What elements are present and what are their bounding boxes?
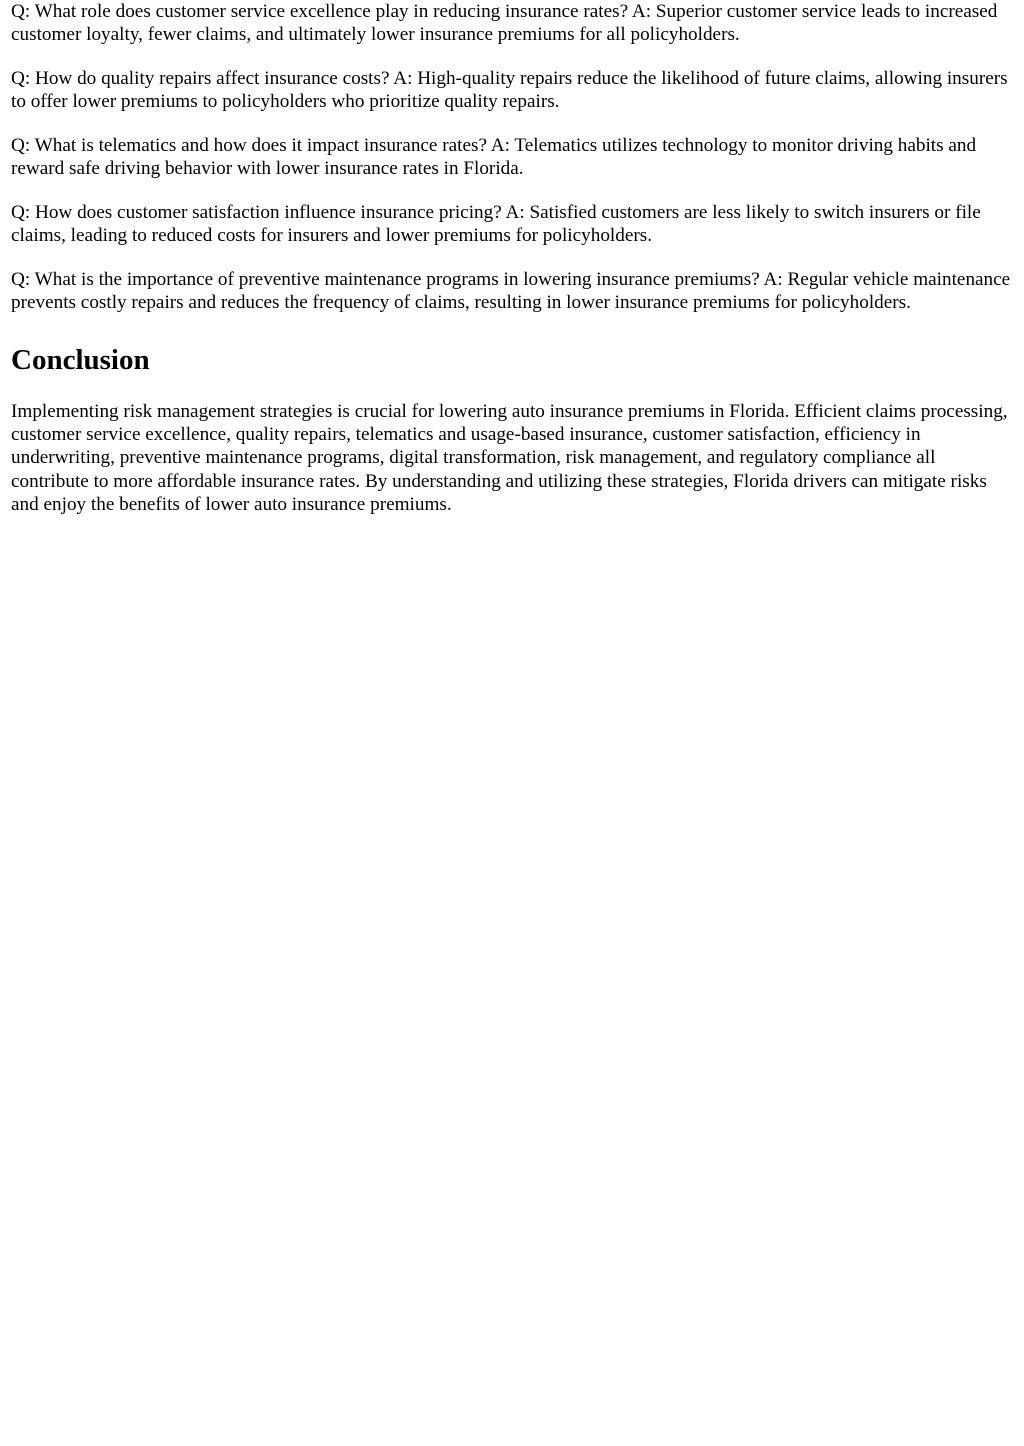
conclusion-heading: Conclusion xyxy=(11,344,150,377)
article-content xyxy=(0,0,1024,516)
faq-item-customer-satisfaction: Q: How does customer satisfaction influence insurance pricing? A: Satisfied customers are less likely to switch insurers or file claims, leading to reduced costs for insurers and lower premiums for policyholders. xyxy=(11,201,981,246)
conclusion-paragraph: Implementing risk management strategies is crucial for lowering auto insurance premiums in Florida. Efficient claims processing, customer service excellence, quality repairs, telematics and usage-based insurance, customer satisfaction, efficiency in underwriting, preventive maintenance programs, digital transformation, risk management, and regulatory compliance all contribute to more affordable insurance rates. By understanding and utilizing these strategies, Florida drivers can mitigate risks and enjoy the benefits of lower auto insurance premiums. xyxy=(11,401,1008,515)
faq-item-customer-service: Q: What role does customer service excellence play in reducing insurance rates? A: Superior customer service leads to increased customer loyalty, fewer claims, and ultimately lower insurance premiums for all policyholders. xyxy=(11,1,998,46)
faq-item-preventive-maintenance: Q: What is the importance of preventive maintenance programs in lowering insurance premiums? A: Regular vehicle maintenance prevents costly repairs and reduces the frequency of claims, resulting in lower insurance premiums for policyholders. xyxy=(11,268,1011,313)
faq-item-telematics: Q: What is telematics and how does it impact insurance rates? A: Telematics utilizes technology to monitor driving habits and reward safe driving behavior with lower insurance rates in Florida. xyxy=(11,134,977,180)
faq-item-quality-repairs: Q: How do quality repairs affect insurance costs? A: High-quality repairs reduce the likelihood of future claims, allowing insurers to offer lower premiums to policyholders who prioritize quality repairs. xyxy=(11,67,1008,113)
